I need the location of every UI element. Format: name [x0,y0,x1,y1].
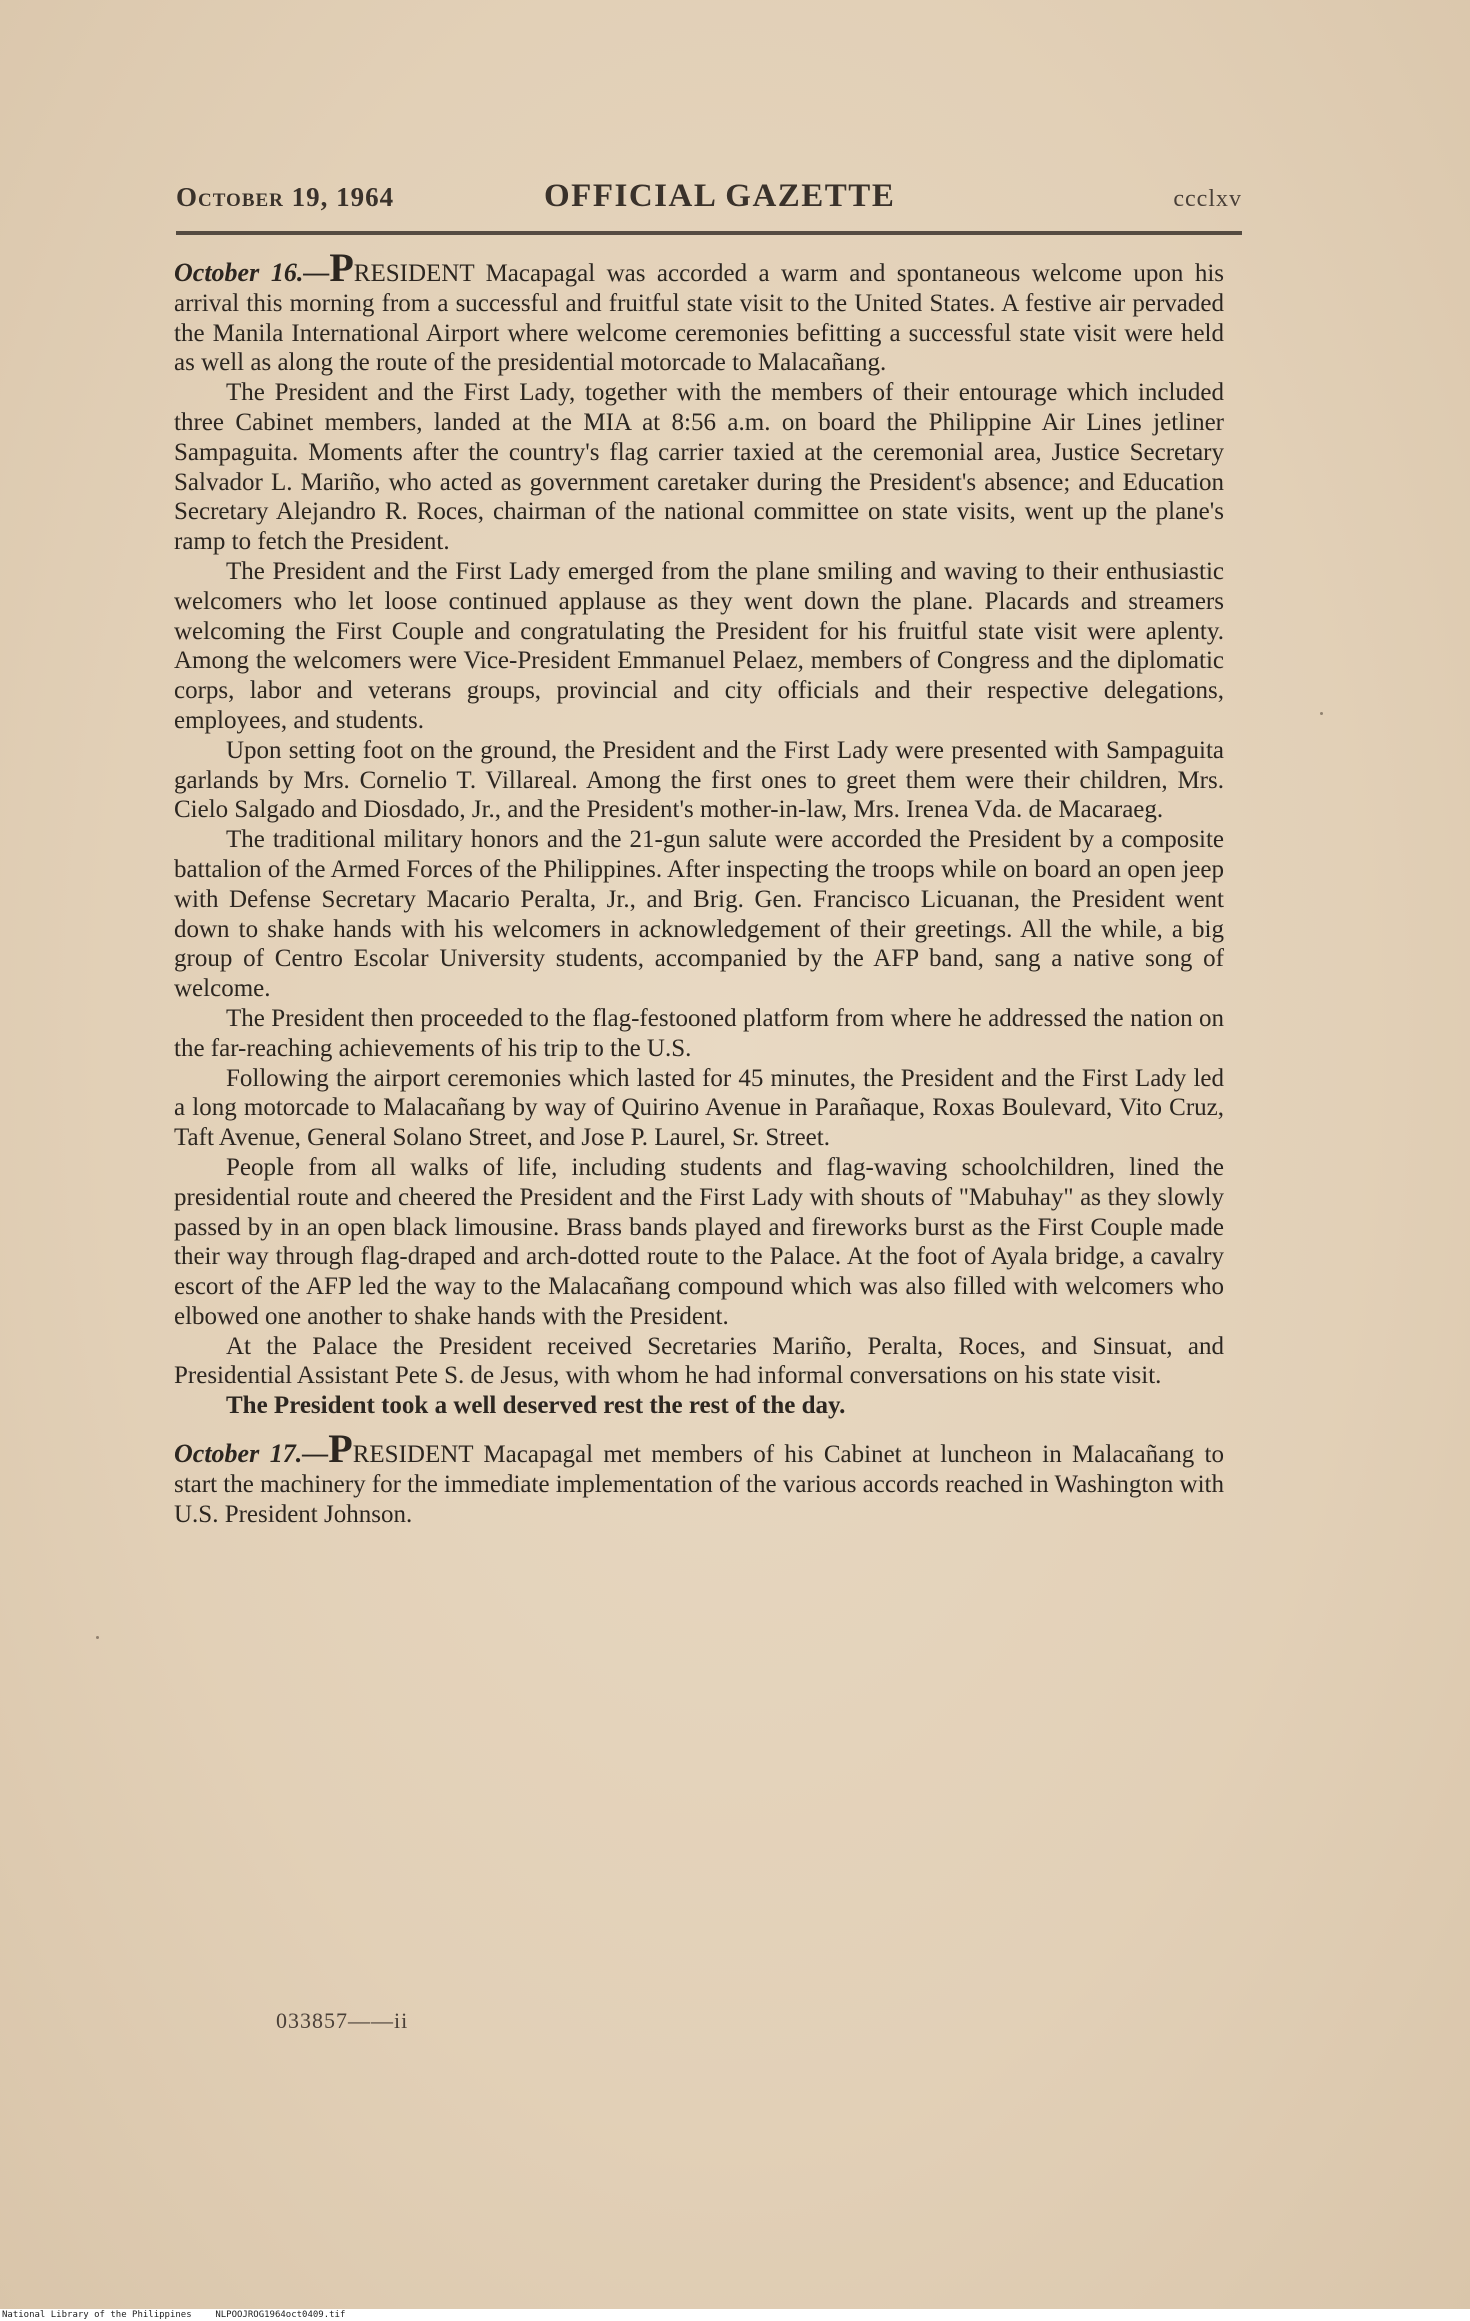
paragraph: The President and the First Lady, together with the members of their entourage which included three Cabinet members, landed at the MIA at 8:56 a.m. on board the Philippine Air Lines jetliner Sampaguita. Moments after the country's flag carrier taxied at the ceremonial area, Justice Secretary Salvador L. Mariño, who acted as government caretaker during the President's absence; and Education Secretary Alejandro R. Roces, chairman of the national committee on state visits, went up the plane's ramp to fetch the President. [174,379,1224,556]
paragraph: The President and the First Lady emerged from the plane smiling and waving to their enthusiastic welcomers who let loose continued applause as they went down the plane. Placards and streamers welcoming the First Couple and congratulating the President for his fruitful state visit were aplenty. Among the welcomers were Vice-President Emmanuel Pelaez, members of Congress and the diplomatic corps, labor and veterans groups, provincial and city officials and their respective delegations, employees, and students. [174,557,1224,734]
lead-text: RESIDENT Macapagal met members of his Cabinet at luncheon in Malacañang to start the machinery for the immediate implementation of the various accords reached in Washington with U.S. President Johnson. [174,1441,1224,1528]
scan-speck [96,1636,99,1639]
header-title: OFFICIAL GAZETTE [544,178,896,214]
paragraph: At the Palace the President received Secretaries Mariño, Peralta, Roces, and Sinsuat, and Presidential Assistant Pete S. de Jesus, with whom he had informal conversations on his state visit. [174,1332,1224,1390]
entry-october-16 [174,245,1224,1421]
entry-date-label: October 16.— [174,258,330,287]
entry-lead [174,1426,1224,1529]
article-body [174,245,1224,1529]
header-date: October 19, 1964 [176,182,395,212]
scan-speck [1320,712,1323,715]
entry-lead [174,245,1224,378]
drop-cap: P [329,245,354,290]
paragraph: Following the airport ceremonies which lasted for 45 minutes, the President and the First Lady led a long motorcade to Malacañang by way of Quirino Avenue in Parañaque, Roxas Boulevard, Vito Cruz, Taft Avenue, General Solano Street, and Jose P. Laurel, Sr. Street. [174,1064,1224,1152]
running-header [176,178,1242,226]
header-page-number: ccclxv [1173,186,1242,212]
print-code: 033857——ii [276,2008,409,2033]
paragraph: People from all walks of life, including students and flag-waving schoolchildren, lined the presidential route and cheered the President and the First Lady with shouts of "Mabuhay" as they slowly passed by in an open black limousine. Brass bands played and fireworks burst as the First Couple made their way through flag-draped and arch-dotted route to the Palace. At the foot of Ayala bridge, a cavalry escort of the AFP led the way to the Malacañang compound which was also filled with welcomers who elbowed one another to shake hands with the President. [174,1153,1224,1330]
paragraph: Upon setting foot on the ground, the President and the First Lady were presented with Sampaguita garlands by Mrs. Cornelio T. Villareal. Among the first ones to greet them were their children, Mrs. Cielo Salgado and Diosdado, Jr., and the President's mother-in-law, Mrs. Irenea Vda. de Macaraeg. [174,736,1224,824]
entry-october-17 [174,1426,1224,1529]
scan-footer [0,2309,1470,2321]
paragraph: The President took a well deserved rest the rest of the day. [226,1392,846,1420]
paragraph: The President then proceeded to the flag-festooned platform from where he addressed the nation on the far-reaching achievements of his trip to the U.S. [174,1004,1224,1062]
entry-date-label: October 17.— [174,1439,329,1469]
scan-file: NLPOOJROG1964oct0409.tif [215,2310,346,2320]
paragraph: The traditional military honors and the 21-gun salute were accorded the President by a composite battalion of the Armed Forces of the Philippines. After inspecting the troops while on board an open jeep with Defense Secretary Macario Peralta, Jr., and Brig. Gen. Francisco Licuanan, the President went down to shake hands with his welcomers in acknowledgement of their greetings. All the while, a big group of Centro Escolar University students, accompanied by the AFP band, sang a native song of welcome. [174,826,1224,1003]
header-rule [176,231,1242,235]
scan-source: National Library of the Philippines [2,2310,192,2320]
lead-text: RESIDENT Macapagal was accorded a warm and spontaneous welcome upon his arrival this morning from a successful and fruitful state visit to the United States. A festive air pervaded the Manila International Airport where welcome ceremonies befitting a successful state visit were held as well as along the route of the presidential motorcade to Malacañang. [174,260,1224,377]
drop-cap: P [328,1426,353,1472]
